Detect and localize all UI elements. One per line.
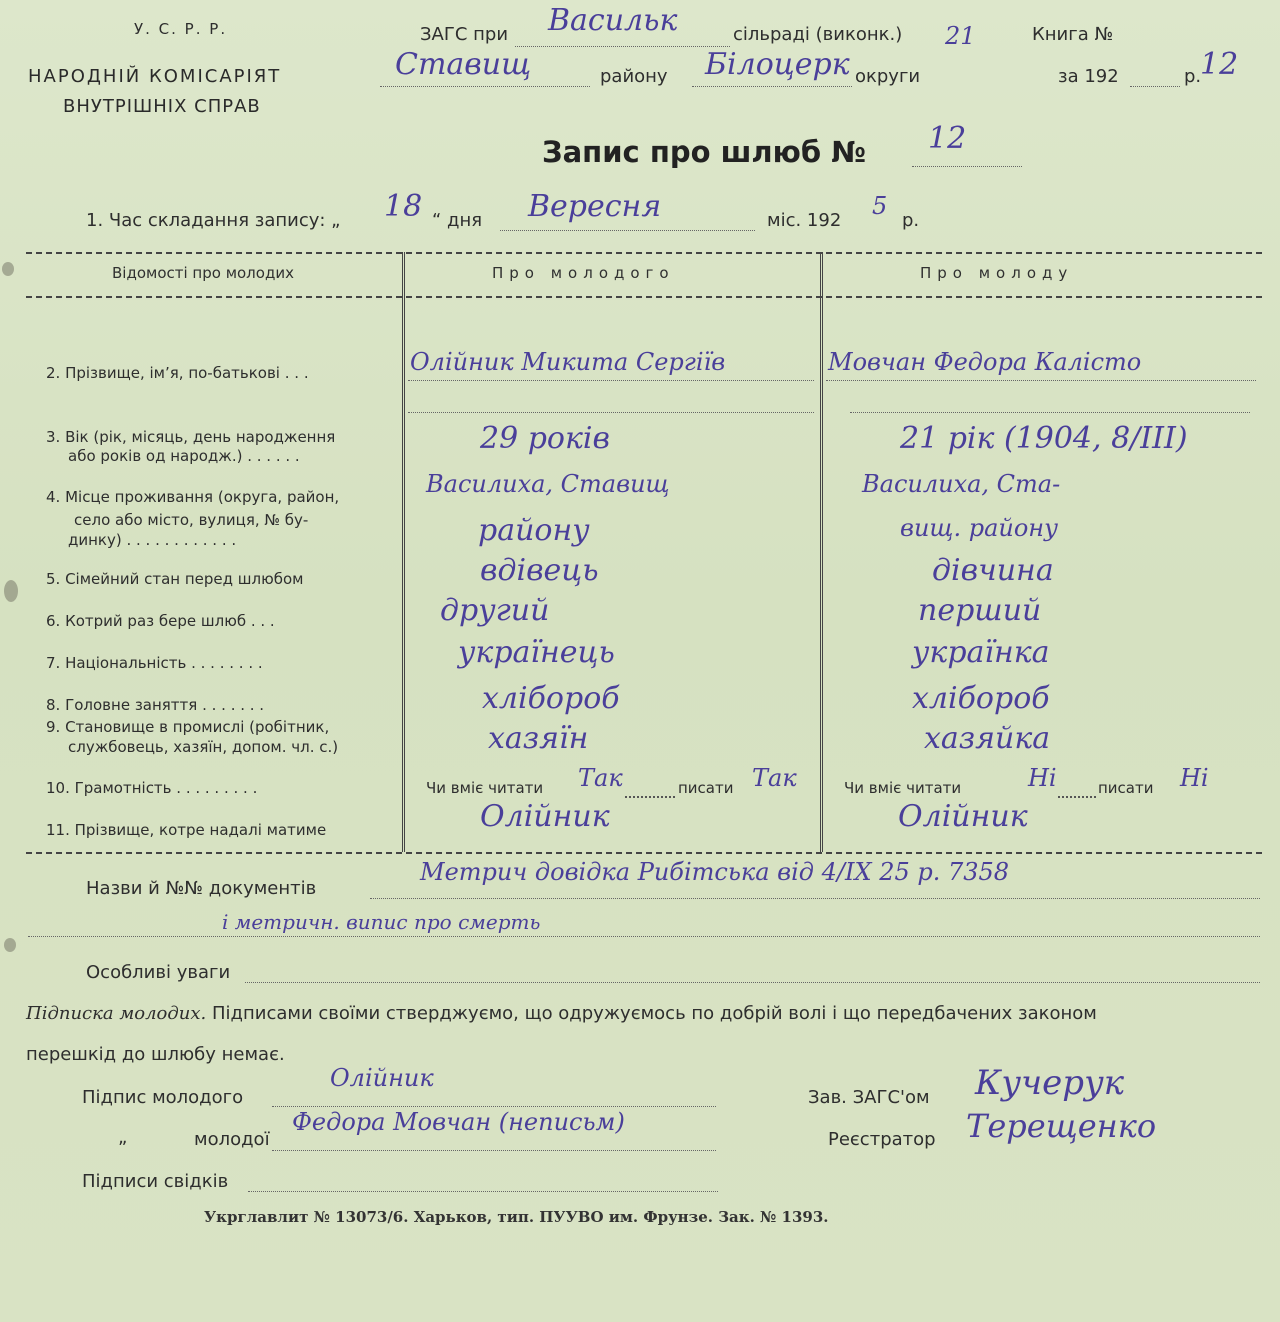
okrug-underline [692, 86, 852, 87]
bride-residence-handwritten: Василиха, Ста- [862, 470, 1061, 498]
table-divider-right [820, 252, 823, 852]
record-month-underline [500, 230, 755, 231]
record-time-label: 1. Час складання запису: „ [86, 210, 341, 231]
record-day-label: “ дня [432, 210, 483, 231]
row-label-literacy: 10. Грамотність . . . . . . . . . [46, 779, 258, 797]
ministry-line1: НАРОДНІЙ КОМІСАРІЯТ [28, 66, 282, 87]
row-label-residence-2: село або місто, вулиця, № бу- [74, 511, 309, 529]
head-signature-handwritten: Кучерук [975, 1063, 1125, 1103]
village-underline [515, 46, 730, 47]
bride-signature-label: молодої [194, 1129, 270, 1150]
book-handwritten: 21 [945, 22, 976, 50]
groom-signature-label: Підпис молодого [82, 1087, 244, 1108]
record-month-handwritten: Вересня [528, 189, 662, 224]
punch-hole [2, 262, 14, 276]
bride-residence-handwritten-2: вищ. району [900, 514, 1059, 542]
documents-handwritten: Метрич довідка Рибітська від 4/IX 25 р. 7358 [420, 858, 1010, 886]
bride-occupation-handwritten: хлібороб [912, 681, 1050, 716]
village-handwritten: Васильк [548, 3, 678, 38]
district-underline [380, 86, 590, 87]
year-underline [1130, 86, 1180, 87]
documents-underline [370, 898, 1260, 899]
row-label-age: 3. Вік (рік, місяць, день народження [46, 428, 336, 446]
record-number-handwritten: 12 [928, 121, 967, 156]
row-label-times: 6. Котрий раз бере шлюб . . . [46, 612, 275, 630]
documents-label: Назви й №№ документів [86, 878, 317, 899]
documents-underline-2 [28, 936, 1260, 937]
bride-marital-handwritten: дівчина [932, 553, 1054, 588]
district-handwritten: Ставищ [395, 47, 532, 82]
table-top-rule [26, 252, 1262, 254]
bride-name-underline [826, 380, 1256, 381]
documents-handwritten-2: і метричн. випис про смерть [222, 910, 541, 934]
groom-read-label: Чи вміє читати [426, 779, 544, 797]
groom-surname-handwritten: Олійник [480, 799, 610, 834]
year-label: за 192 [1058, 66, 1119, 87]
ministry-line2: ВНУТРІШНІХ СПРАВ [63, 96, 261, 117]
village-suffix: сільраді (виконк.) [733, 24, 903, 45]
declaration-lead: Підписка молодих. [26, 1003, 207, 1024]
declaration-line1 [26, 1005, 1097, 1023]
bride-write-handwritten: Ні [1180, 764, 1209, 792]
row-label-marital: 5. Сімейний стан перед шлюбом [46, 570, 304, 588]
bride-name-underline-2 [850, 412, 1250, 413]
groom-age-handwritten: 29 років [480, 421, 610, 456]
record-number-underline [912, 166, 1022, 167]
bride-read-handwritten: Ні [1028, 764, 1057, 792]
declaration-text1: Підписами своїми стверджуємо, що одружуємось по добрій волі і що передбачених законом [212, 1003, 1097, 1024]
table-divider-left [402, 252, 405, 852]
row-label-surname: 11. Прізвище, котре надалі матиме [46, 821, 327, 839]
bride-signature-handwritten: Федора Мовчан (неписьм) [292, 1108, 625, 1136]
year-handwritten: 12 [1200, 47, 1239, 82]
bride-position-handwritten: хазяйка [924, 721, 1051, 756]
book-label: Книга № [1032, 24, 1114, 45]
bride-signature-underline [272, 1150, 716, 1151]
row-label-nationality: 7. Національність . . . . . . . . [46, 654, 263, 672]
groom-residence-handwritten-2: району [478, 513, 590, 548]
record-day-handwritten: 18 [384, 189, 423, 224]
row-label-residence: 4. Місце проживання (округа, район, [46, 488, 340, 506]
groom-name-handwritten: Олійник Микита Сергіїв [410, 348, 726, 376]
groom-read-dots [625, 796, 675, 798]
bride-read-dots [1058, 796, 1096, 798]
col-info-header: Відомості про молодих [112, 264, 294, 282]
row-label-name: 2. Прізвище, імʼя, по-батькові . . . [46, 364, 309, 382]
printer-footer: Укрглавлит № 13073/6. Харьков, тип. ПУУВО им. Фрунзе. Зак. № 1393. [204, 1208, 829, 1226]
declaration-line2: перешкід до шлюбу немає. [26, 1044, 285, 1065]
groom-times-handwritten: другий [440, 593, 550, 628]
groom-read-handwritten: Так [578, 764, 623, 792]
remarks-label: Особливі уваги [86, 962, 231, 983]
republic-label: У. С. Р. Р. [134, 20, 228, 38]
record-month-label: міс. 192 [767, 210, 842, 231]
groom-write-label: писати [678, 779, 734, 797]
groom-position-handwritten: хазяїн [488, 721, 589, 756]
witnesses-underline [248, 1191, 718, 1192]
groom-residence-handwritten: Василиха, Ставищ [426, 470, 670, 498]
registrar-signature-handwritten: Терещенко [966, 1107, 1157, 1145]
groom-marital-handwritten: вдівець [480, 553, 599, 588]
head-label: Зав. ЗАГС'ом [808, 1087, 930, 1108]
col-bride-header: Про молоду [920, 264, 1074, 282]
bride-write-label: писати [1098, 779, 1154, 797]
okrug-handwritten: Білоцерк [705, 47, 850, 82]
groom-write-handwritten: Так [752, 764, 797, 792]
district-label: району [600, 66, 668, 87]
page-title: Запис про шлюб № [542, 135, 867, 169]
record-year-handwritten: 5 [872, 192, 888, 220]
bride-age-handwritten: 21 рік (1904, 8/III) [900, 421, 1188, 456]
punch-hole [4, 938, 16, 952]
bride-name-handwritten: Мовчан Федора Калісто [828, 348, 1142, 376]
bride-surname-handwritten: Олійник [898, 799, 1028, 834]
col-groom-header: Про молодого [492, 264, 675, 282]
okrug-label: округи [855, 66, 921, 87]
row-label-residence-3: динку) . . . . . . . . . . . . [68, 531, 237, 549]
bride-nationality-handwritten: українка [912, 635, 1050, 670]
groom-name-underline [408, 380, 814, 381]
bride-read-label: Чи вміє читати [844, 779, 962, 797]
groom-signature-underline [272, 1106, 716, 1107]
groom-signature-handwritten: Олійник [330, 1064, 434, 1092]
table-header-rule [26, 296, 1262, 298]
row-label-position: 9. Становище в промислі (робітник, [46, 718, 330, 736]
year-end: р. [1184, 66, 1202, 87]
bride-times-handwritten: перший [918, 593, 1042, 628]
groom-occupation-handwritten: хлібороб [482, 681, 620, 716]
groom-nationality-handwritten: українець [458, 635, 615, 670]
table-bottom-rule [26, 852, 1262, 854]
registrar-label: Реєстратор [828, 1129, 936, 1150]
witnesses-label: Підписи свідків [82, 1171, 229, 1192]
groom-name-underline-2 [408, 412, 814, 413]
bride-signature-prefix: „ [118, 1127, 128, 1148]
row-label-age-2: або років од народж.) . . . . . . [68, 447, 300, 465]
row-label-position-2: службовець, хазяїн, допом. чл. с.) [68, 738, 339, 756]
remarks-underline [245, 982, 1260, 983]
zags-label: ЗАГС при [420, 24, 509, 45]
punch-hole [4, 580, 18, 602]
row-label-occupation: 8. Головне заняття . . . . . . . [46, 696, 265, 714]
record-year-end: р. [902, 210, 920, 231]
